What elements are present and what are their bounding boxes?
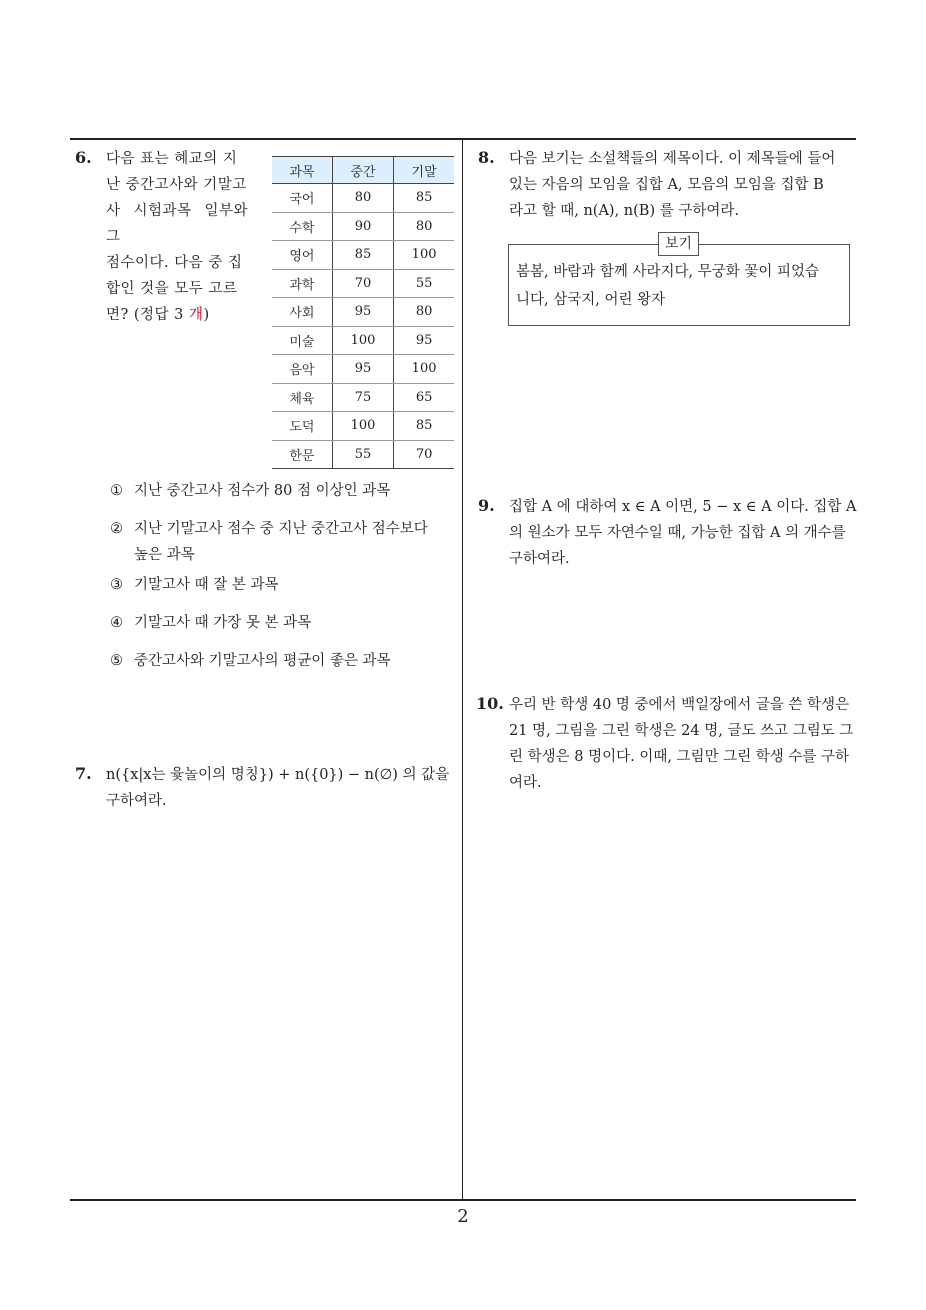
header-midterm: 중간	[332, 157, 393, 184]
cell-midterm: 80	[332, 184, 393, 213]
choice-5[interactable]	[110, 648, 391, 674]
q9-line: 구하여라.	[509, 551, 570, 567]
q9-prompt	[509, 494, 859, 572]
column-divider	[462, 139, 463, 1201]
top-rule	[70, 138, 856, 140]
q8-prompt	[509, 146, 859, 224]
q9-line: 집합 A 에 대하여 x ∈ A 이면, 5 − x ∈ A 이다. 집합 A	[509, 499, 857, 515]
choice-mark: ②	[110, 521, 123, 537]
cell-final: 95	[394, 326, 454, 355]
choice-4[interactable]	[110, 610, 311, 636]
choice-mark: ①	[110, 483, 123, 499]
choice-mark: ④	[110, 615, 123, 631]
cell-final: 55	[394, 269, 454, 298]
q10-line: 여라.	[509, 775, 542, 791]
bottom-rule	[70, 1199, 856, 1201]
q6-answer-count: 개	[189, 307, 204, 323]
table-row	[272, 212, 454, 241]
bogi-label: 보기	[658, 232, 699, 256]
score-table-header	[272, 157, 454, 184]
table-row	[272, 184, 454, 213]
choice-1[interactable]	[110, 478, 390, 504]
q6-line: 난 중간고사와 기말고	[106, 177, 247, 193]
cell-final: 80	[394, 212, 454, 241]
table-row	[272, 269, 454, 298]
q7-line: 구하여라.	[106, 793, 167, 809]
cell-subject: 국어	[272, 184, 332, 213]
cell-final: 65	[394, 383, 454, 412]
bogi-line: 봄봄, 바람과 함께 사라지다, 무궁화 꽃이 피었습	[516, 264, 820, 280]
cell-final: 100	[394, 241, 454, 270]
cell-subject: 체육	[272, 383, 332, 412]
choice-text: 중간고사와 기말고사의 평균이 좋은 과목	[134, 653, 391, 669]
choice-3[interactable]	[110, 572, 279, 598]
cell-subject: 미술	[272, 326, 332, 355]
q10-line: 우리 반 학생 40 명 중에서 백일장에서 글을 쓴 학생은	[509, 697, 850, 713]
cell-midterm: 95	[332, 355, 393, 384]
cell-subject: 사회	[272, 298, 332, 327]
cell-final: 85	[394, 184, 454, 213]
score-table-body	[272, 184, 454, 469]
table-row	[272, 412, 454, 441]
q8-number: 8.	[478, 148, 495, 167]
q6-line: 사 시험과목 일부와 그	[106, 203, 248, 245]
cell-midterm: 85	[332, 241, 393, 270]
cell-midterm: 90	[332, 212, 393, 241]
q6-line: 점수이다. 다음 중 집	[106, 255, 243, 271]
cell-subject: 음악	[272, 355, 332, 384]
bogi-line: 니다, 삼국지, 어린 왕자	[516, 292, 666, 308]
choice-2[interactable]	[110, 516, 428, 542]
q6-line: 다음 표는 혜교의 지	[106, 151, 238, 167]
table-row	[272, 440, 454, 469]
score-table	[272, 156, 454, 469]
cell-final: 85	[394, 412, 454, 441]
q9-number: 9.	[478, 496, 495, 515]
q6-answer-suffix: )	[203, 307, 210, 323]
table-row	[272, 355, 454, 384]
cell-midterm: 100	[332, 412, 393, 441]
cell-subject: 영어	[272, 241, 332, 270]
table-row	[272, 241, 454, 270]
choice-mark: ⑤	[110, 653, 123, 669]
cell-subject: 과학	[272, 269, 332, 298]
cell-subject: 도덕	[272, 412, 332, 441]
cell-final: 100	[394, 355, 454, 384]
choice-text: 지난 중간고사 점수가 80 점 이상인 과목	[134, 483, 391, 499]
q9-line: 의 원소가 모두 자연수일 때, 가능한 집합 A 의 개수를	[509, 525, 846, 541]
q7-number: 7.	[75, 764, 92, 783]
choice-text: 기말고사 때 잘 본 과목	[134, 577, 279, 593]
q6-line: 합인 것을 모두 고르	[106, 281, 238, 297]
cell-midterm: 70	[332, 269, 393, 298]
table-row	[272, 298, 454, 327]
page-number: 2	[457, 1206, 469, 1227]
q6-line	[106, 302, 248, 328]
q7-prompt	[106, 762, 456, 814]
table-row	[272, 383, 454, 412]
q8-line: 있는 자음의 모임을 집합 A, 모음의 모임을 집합 B	[509, 177, 824, 193]
q6-answer-prefix: 면? (정답 3	[106, 307, 190, 323]
bogi-content	[516, 258, 842, 314]
q10-line: 린 학생은 8 명이다. 이때, 그림만 그린 학생 수를 구하	[509, 749, 850, 765]
q6-prompt	[106, 146, 248, 328]
q10-number: 10.	[476, 694, 504, 713]
cell-midterm: 55	[332, 440, 393, 469]
header-subject: 과목	[272, 157, 332, 184]
cell-subject: 수학	[272, 212, 332, 241]
q8-line: 다음 보기는 소설책들의 제목이다. 이 제목들에 들어	[509, 151, 836, 167]
cell-final: 80	[394, 298, 454, 327]
q6-number: 6.	[75, 148, 92, 167]
q10-prompt	[509, 692, 859, 796]
header-final: 기말	[394, 157, 454, 184]
q8-line: 라고 할 때, n(A), n(B) 를 구하여라.	[509, 203, 739, 219]
choice-text: 기말고사 때 가장 못 본 과목	[134, 615, 312, 631]
choice-2-continuation: 높은 과목	[134, 547, 195, 563]
cell-final: 70	[394, 440, 454, 469]
cell-subject: 한문	[272, 440, 332, 469]
choice-mark: ③	[110, 577, 123, 593]
cell-midterm: 75	[332, 383, 393, 412]
q10-line: 21 명, 그림을 그린 학생은 24 명, 글도 쓰고 그림도 그	[509, 723, 854, 739]
cell-midterm: 100	[332, 326, 393, 355]
cell-midterm: 95	[332, 298, 393, 327]
table-row	[272, 326, 454, 355]
q7-line: n({x|x는 윷놀이의 명칭}) + n({0}) − n(∅) 의 값을	[106, 767, 450, 783]
choice-text: 지난 기말고사 점수 중 지난 중간고사 점수보다	[134, 521, 428, 537]
